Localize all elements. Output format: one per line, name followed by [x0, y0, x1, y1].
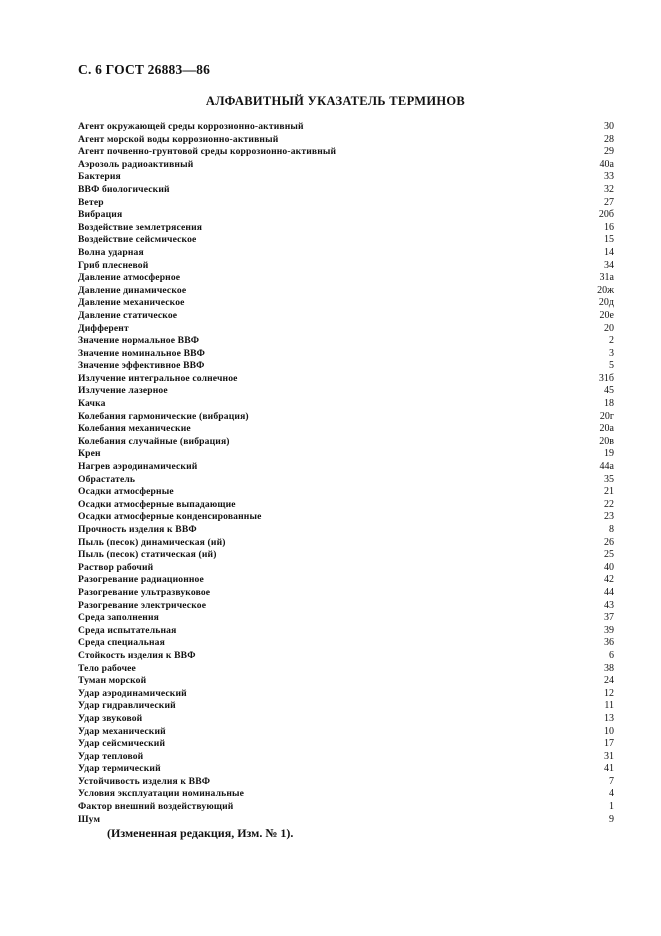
index-entry-page: 42	[604, 574, 614, 586]
index-entry-page: 38	[604, 662, 614, 674]
index-entry	[78, 675, 614, 688]
term-index-list	[78, 121, 614, 826]
index-entry-term: Ветер	[78, 196, 104, 208]
index-entry-term: Фактор внешний воздействующий	[78, 801, 234, 813]
index-entry	[78, 323, 614, 336]
index-entry-page: 7	[609, 775, 614, 787]
index-entry-term: Удар тепловой	[78, 750, 144, 762]
index-entry-page: 28	[604, 133, 614, 145]
index-entry	[78, 461, 614, 474]
index-entry-page: 43	[604, 599, 614, 611]
index-entry	[78, 398, 614, 411]
index-entry-term: Качка	[78, 398, 106, 410]
index-entry-page: 26	[604, 536, 614, 548]
index-entry	[78, 385, 614, 398]
index-entry-page: 2	[609, 335, 614, 347]
index-entry-term: Осадки атмосферные	[78, 486, 174, 498]
index-entry-page: 31б	[598, 372, 614, 384]
index-entry-page: 20д	[598, 297, 614, 309]
index-entry-term: Условия эксплуатации номинальные	[78, 788, 245, 800]
index-entry	[78, 524, 614, 537]
index-entry-term: Удар сейсмический	[78, 738, 166, 750]
index-entry-page: 24	[604, 675, 614, 687]
index-entry-term: Удар звуковой	[78, 712, 143, 724]
index-entry-term: Значение эффективное ВВФ	[78, 360, 205, 372]
index-entry-term: Нагрев аэродинамический	[78, 461, 198, 473]
index-entry-page: 13	[604, 712, 614, 724]
index-entry-term: Агент окружающей среды коррозионно-активный	[78, 121, 304, 132]
page-header: С. 6 ГОСТ 26883—86	[78, 62, 211, 77]
index-entry	[78, 738, 614, 751]
index-entry-term: Колебания случайные (вибрация)	[78, 435, 230, 447]
index-entry	[78, 297, 614, 310]
index-entry	[78, 713, 614, 726]
index-entry	[78, 625, 614, 638]
index-entry-term: Среда испытательная	[78, 624, 177, 636]
index-entry-term: Стойкость изделия к ВВФ	[78, 649, 196, 661]
index-entry-page: 20а	[599, 423, 614, 435]
index-entry-page: 14	[604, 246, 614, 258]
index-entry-page: 45	[604, 385, 614, 397]
index-entry-term: Дифферент	[78, 322, 129, 334]
index-entry-page: 8	[609, 524, 614, 535]
index-entry	[78, 600, 614, 613]
index-entry	[78, 197, 614, 210]
index-entry-term: Бактерия	[78, 171, 121, 183]
index-entry-page: 19	[604, 448, 614, 460]
index-entry	[78, 411, 614, 424]
index-entry	[78, 260, 614, 273]
index-entry-page: 40а	[599, 158, 614, 170]
index-entry	[78, 637, 614, 650]
index-entry-page: 35	[604, 473, 614, 485]
index-entry-term: Удар гидравлический	[78, 700, 176, 712]
index-entry-term: Прочность изделия к ВВФ	[78, 524, 197, 535]
index-entry-page: 18	[604, 398, 614, 410]
index-entry-term: Тело рабочее	[78, 662, 136, 674]
index-entry	[78, 499, 614, 512]
index-entry	[78, 146, 614, 159]
index-entry-term: Колебания гармонические (вибрация)	[78, 410, 249, 422]
index-entry-term: Шум	[78, 813, 101, 825]
index-entry-term: Осадки атмосферные конденсированные	[78, 511, 262, 523]
index-entry-page: 20г	[599, 410, 614, 422]
index-entry	[78, 285, 614, 298]
index-entry	[78, 776, 614, 789]
index-entry-term: Колебания механические	[78, 423, 191, 435]
index-entry-term: Крен	[78, 448, 101, 460]
index-entry-term: Удар аэродинамический	[78, 687, 187, 699]
index-entry	[78, 222, 614, 235]
index-entry-term: Агент почвенно-грунтовой среды коррозионно-активный	[78, 146, 337, 158]
index-entry	[78, 134, 614, 147]
index-entry	[78, 814, 614, 827]
index-entry-page: 44	[604, 586, 614, 598]
index-entry-term: Пыль (песок) статическая (ий)	[78, 549, 217, 561]
index-entry	[78, 486, 614, 499]
index-entry-term: Обрастатель	[78, 473, 136, 485]
index-entry	[78, 663, 614, 676]
index-entry	[78, 726, 614, 739]
index-entry	[78, 247, 614, 260]
index-entry-term: Разогревание ультразвуковое	[78, 586, 211, 598]
index-entry-page: 23	[604, 511, 614, 523]
index-title: АЛФАВИТНЫЙ УКАЗАТЕЛЬ ТЕРМИНОВ	[205, 94, 466, 108]
index-entry	[78, 121, 614, 134]
index-entry-page: 30	[604, 121, 614, 132]
index-entry	[78, 209, 614, 222]
index-entry-term: Излучение интегральное солнечное	[78, 372, 238, 384]
index-entry-page: 40	[604, 561, 614, 573]
index-entry-term: Воздействие землетрясения	[78, 221, 203, 233]
index-entry-page: 32	[604, 183, 614, 195]
index-entry-page: 44а	[599, 461, 614, 473]
index-entry	[78, 159, 614, 172]
index-entry-page: 15	[604, 234, 614, 246]
index-entry-term: Удар термический	[78, 763, 161, 775]
index-entry-term: Значение номинальное ВВФ	[78, 347, 206, 359]
revision-note: (Измененная редакция, Изм. № 1).	[107, 826, 294, 840]
index-entry-page: 10	[604, 725, 614, 737]
index-entry	[78, 763, 614, 776]
index-entry	[78, 700, 614, 713]
index-entry-term: Агент морской воды коррозионно-активный	[78, 133, 279, 145]
index-entry	[78, 360, 614, 373]
index-entry-term: Давление динамическое	[78, 284, 187, 296]
index-entry-page: 17	[604, 738, 614, 750]
index-entry-term: Осадки атмосферные выпадающие	[78, 498, 236, 510]
index-entry	[78, 234, 614, 247]
index-entry-term: Туман морской	[78, 675, 147, 687]
index-entry-term: Волна ударная	[78, 246, 144, 258]
index-entry-page: 39	[604, 624, 614, 636]
index-entry-page: 33	[604, 171, 614, 183]
index-entry-page: 22	[604, 498, 614, 510]
index-entry-term: Удар механический	[78, 725, 166, 737]
index-entry-term: Давление механическое	[78, 297, 185, 309]
index-entry-term: Устойчивость изделия к ВВФ	[78, 775, 211, 787]
index-entry	[78, 562, 614, 575]
index-entry	[78, 537, 614, 550]
index-entry-page: 1	[609, 801, 614, 813]
index-entry-page: 34	[604, 259, 614, 271]
index-entry-page: 37	[604, 612, 614, 624]
index-entry	[78, 688, 614, 701]
index-entry-term: Гриб плесневой	[78, 259, 149, 271]
index-entry-term: Давление статическое	[78, 309, 178, 321]
index-entry-term: Воздействие сейсмическое	[78, 234, 197, 246]
index-entry	[78, 574, 614, 587]
index-entry-term: Давление атмосферное	[78, 272, 181, 284]
index-entry-page: 29	[604, 146, 614, 158]
index-entry-page: 36	[604, 637, 614, 649]
index-entry	[78, 171, 614, 184]
index-entry	[78, 184, 614, 197]
index-entry-page: 25	[604, 549, 614, 561]
index-entry-page: 12	[604, 687, 614, 699]
index-entry	[78, 474, 614, 487]
index-entry	[78, 348, 614, 361]
index-entry	[78, 423, 614, 436]
index-entry	[78, 436, 614, 449]
index-entry-page: 9	[609, 813, 614, 825]
index-entry	[78, 612, 614, 625]
index-entry-term: Среда специальная	[78, 637, 165, 649]
index-entry	[78, 335, 614, 348]
index-entry	[78, 751, 614, 764]
index-entry-page: 20е	[599, 309, 614, 321]
index-entry-page: 20б	[598, 209, 614, 221]
index-entry	[78, 801, 614, 814]
index-entry-term: Разогревание радиационное	[78, 574, 204, 586]
index-entry-term: Среда заполнения	[78, 612, 159, 624]
index-entry-page: 3	[609, 347, 614, 359]
index-entry-page: 31а	[599, 272, 614, 284]
index-entry-term: Вибрация	[78, 209, 123, 221]
index-entry-page: 21	[604, 486, 614, 498]
index-entry	[78, 511, 614, 524]
index-entry-term: Пыль (песок) динамическая (ий)	[78, 536, 226, 548]
index-entry-term: Аэрозоль радиоактивный	[78, 158, 194, 170]
index-entry	[78, 587, 614, 600]
index-entry-term: Раствор рабочий	[78, 561, 154, 573]
index-entry	[78, 549, 614, 562]
index-entry	[78, 788, 614, 801]
index-entry-page: 16	[604, 221, 614, 233]
index-entry-page: 11	[604, 700, 614, 712]
index-entry-page: 20ж	[597, 284, 614, 296]
index-entry-page: 5	[609, 360, 614, 372]
index-entry	[78, 310, 614, 323]
index-entry-term: Значение нормальное ВВФ	[78, 335, 200, 347]
index-entry-page: 6	[609, 649, 614, 661]
index-entry-page: 27	[604, 196, 614, 208]
index-entry	[78, 373, 614, 386]
index-entry-term: Излучение лазерное	[78, 385, 168, 397]
index-entry-term: Разогревание электрическое	[78, 599, 207, 611]
index-entry-page: 41	[604, 763, 614, 775]
index-entry-page: 20в	[599, 435, 614, 447]
index-entry-page: 31	[604, 750, 614, 762]
index-entry	[78, 272, 614, 285]
index-entry-page: 4	[609, 788, 614, 800]
index-entry	[78, 448, 614, 461]
index-entry-page: 20	[604, 322, 614, 334]
index-entry-term: ВВФ биологический	[78, 183, 170, 195]
index-entry	[78, 650, 614, 663]
